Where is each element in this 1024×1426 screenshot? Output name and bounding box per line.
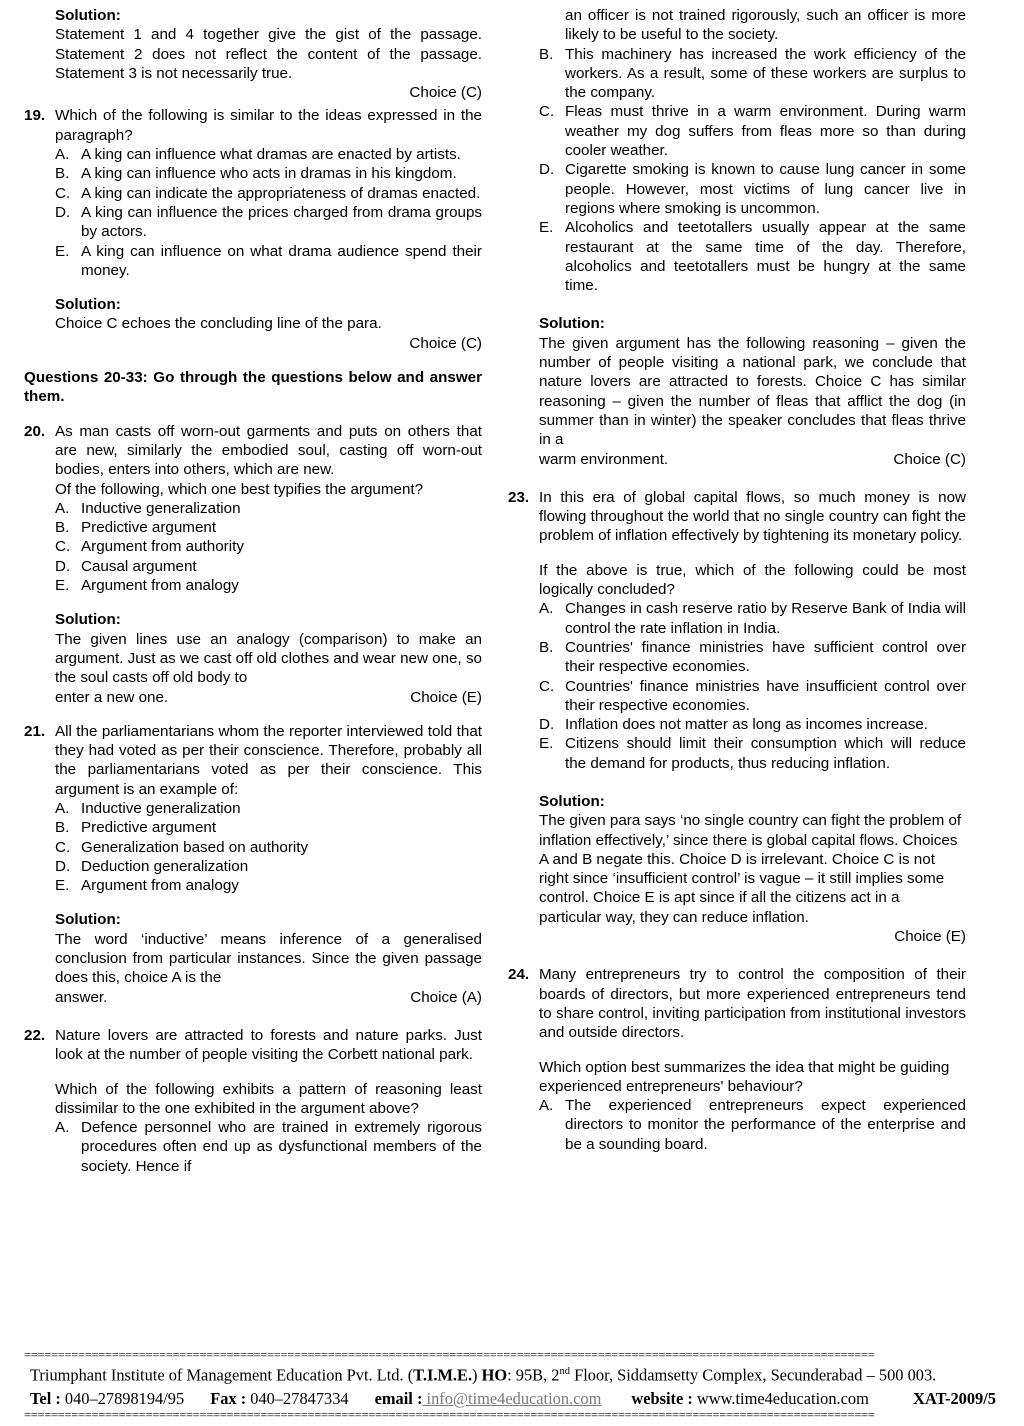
footer-rule-top: ============================================================================================================================== bbox=[24, 1350, 875, 1360]
question-stem: Which of the following is similar to the ideas expressed in the paragraph? bbox=[55, 107, 482, 144]
option-row[interactable] bbox=[55, 203, 482, 242]
option-row[interactable] bbox=[539, 638, 966, 677]
footer-website[interactable] bbox=[631, 1387, 868, 1411]
option-letter: A. bbox=[539, 1097, 554, 1115]
footer-contact-line bbox=[24, 1387, 1000, 1411]
choice-answer: Choice (C) bbox=[409, 334, 482, 352]
solution-heading: Solution: bbox=[55, 296, 121, 314]
option-row[interactable] bbox=[55, 557, 482, 576]
option-letter: D. bbox=[55, 557, 71, 575]
footer-ho-value: : 95B, 2 bbox=[507, 1365, 560, 1384]
option-row[interactable] bbox=[539, 1096, 966, 1154]
q18-solution-row bbox=[24, 6, 482, 102]
option-text: Deduction generalization bbox=[81, 857, 249, 875]
option-text: Causal argument bbox=[81, 557, 197, 575]
question-stem: In this era of global capital flows, so much money is now flowing throughout the world that no single country can fight the problem of inflation effectively by tightening its monetary policy. bbox=[539, 488, 966, 545]
option-letter: C. bbox=[55, 184, 71, 202]
option-text: Alcoholics and teetotallers usually appear at the same restaurant at the same time of the day. Therefore, alcoholics and teetotallers must be hungry at the same time. bbox=[565, 219, 966, 295]
question-number: 22. bbox=[24, 1026, 46, 1044]
solution-text: The given para says ‘no single country can fight the problem of inflation effectively,’ since there is global capital flows. Choices A and B negate this. Choice D is irrelevant. Choice C is not right since ‘insufficient control’ is vague – it still implies some control. Choice E is apt since if all the citizens act in a particular way, they can reduce inflation. bbox=[539, 812, 962, 926]
option-text: Inductive generalization bbox=[81, 799, 241, 817]
option-text: This machinery has increased the work efficiency of the workers. As a result, some of these workers are surplus to the company. bbox=[565, 45, 966, 102]
option-letter: A. bbox=[55, 799, 70, 817]
footer-tel-label bbox=[30, 1387, 184, 1411]
option-row[interactable] bbox=[539, 160, 966, 218]
question-stem: All the parliamentarians whom the reporter interviewed told that they had voted as per their conscience. Therefore, probably all the parliamentarians voted as per their conscience. This argument is an example of: bbox=[55, 722, 482, 798]
choice-answer: Choice (C) bbox=[893, 450, 966, 468]
solution-heading: Solution: bbox=[55, 911, 121, 929]
page-footer bbox=[24, 1351, 1000, 1420]
question-19 bbox=[24, 106, 482, 353]
right-column bbox=[508, 6, 966, 1154]
question-number: 20. bbox=[24, 422, 46, 440]
option-letter: E. bbox=[55, 242, 70, 260]
question-stem: Nature lovers are attracted to forests and nature parks. Just look at the number of people visiting the Corbett national park. bbox=[55, 1026, 482, 1064]
option-text: Countries' finance ministries have sufficient control over their respective economies. bbox=[565, 638, 966, 676]
option-row[interactable] bbox=[55, 576, 482, 595]
option-text: Cigarette smoking is known to cause lung cancer in some people. However, most victims of lung cancer live in regions where smoking is uncommon. bbox=[565, 161, 966, 217]
footer-ho-label: HO bbox=[481, 1365, 508, 1384]
option-text: Defence personnel who are trained in extremely rigorous procedures often end up as dysfunctional members of the society. Hence if bbox=[81, 1119, 482, 1175]
option-row[interactable] bbox=[55, 818, 482, 837]
option-row[interactable] bbox=[55, 799, 482, 818]
solution-heading: Solution: bbox=[55, 7, 121, 24]
solution-text-tail: enter a new one. bbox=[55, 688, 169, 706]
solution-last-line bbox=[55, 988, 482, 1007]
footer-ho-ordinal: nd bbox=[559, 1365, 570, 1377]
option-letter: C. bbox=[539, 103, 555, 121]
option-row[interactable] bbox=[55, 518, 482, 537]
choice-answer: Choice (C) bbox=[409, 84, 482, 102]
option-letter: E. bbox=[55, 577, 70, 595]
option-row[interactable] bbox=[55, 876, 482, 895]
footer-website-label-text: website : bbox=[631, 1389, 693, 1408]
solution-heading: Solution: bbox=[539, 315, 605, 333]
option-row[interactable] bbox=[55, 164, 482, 183]
option-letter: B. bbox=[55, 519, 70, 537]
footer-company-line bbox=[24, 1360, 1000, 1387]
two-column-body bbox=[24, 6, 1000, 1354]
option-letter: E. bbox=[539, 219, 554, 237]
option-row-continued[interactable] bbox=[539, 6, 966, 45]
question-23-body bbox=[539, 488, 966, 947]
option-text: Argument from analogy bbox=[81, 577, 239, 595]
option-letter: A. bbox=[55, 1119, 70, 1137]
option-text: A king can influence the prices charged from drama groups by actors. bbox=[81, 203, 482, 241]
footer-fax-label bbox=[210, 1387, 348, 1411]
option-letter: A. bbox=[55, 146, 70, 164]
option-letter: A. bbox=[539, 600, 554, 618]
question-22-cont-body bbox=[539, 6, 966, 469]
solution-text: Statement 1 and 4 together give the gist of the passage. Statement 2 does not reflect the content of the passage. Statement 3 is not necessarily true. bbox=[55, 26, 482, 82]
question-19-body bbox=[55, 106, 482, 353]
question-22 bbox=[24, 1026, 482, 1176]
option-text-continuation: an officer is not trained rigorously, such an officer is more likely to be useful to the society. bbox=[565, 7, 966, 44]
question-stem-secondary: Which option best summarizes the idea that might be guiding experienced entrepreneurs' behaviour? bbox=[539, 1058, 950, 1095]
question-22-continued bbox=[508, 6, 966, 469]
question-22-body bbox=[55, 1026, 482, 1176]
question-number: 21. bbox=[24, 722, 46, 740]
option-text: Inflation does not matter as long as incomes increase. bbox=[565, 716, 929, 734]
solution-text-tail: answer. bbox=[55, 988, 108, 1006]
question-stem-secondary: Which of the following exhibits a pattern of reasoning least dissimilar to the one exhibited in the argument above? bbox=[55, 1080, 482, 1117]
footer-brand: T.I.M.E. bbox=[413, 1365, 473, 1384]
option-letter: C. bbox=[55, 838, 71, 856]
option-row[interactable] bbox=[539, 218, 966, 295]
option-text: Argument from analogy bbox=[81, 877, 239, 895]
option-row[interactable] bbox=[55, 242, 482, 281]
option-text: A king can influence on what drama audience spend their money. bbox=[81, 242, 482, 279]
option-text: Changes in cash reserve ratio by Reserve Bank of India will control the rate inflation in India. bbox=[565, 600, 966, 637]
option-row[interactable] bbox=[539, 677, 966, 716]
option-row[interactable] bbox=[55, 184, 482, 203]
option-row[interactable] bbox=[55, 857, 482, 876]
question-stem-secondary: If the above is true, which of the following could be most logically concluded? bbox=[539, 561, 966, 599]
option-letter: B. bbox=[55, 165, 70, 183]
footer-ho-rest: Floor, Siddamsetty Complex, Secunderabad – 500 003. bbox=[569, 1365, 937, 1384]
choice-answer: Choice (E) bbox=[410, 688, 482, 706]
question-24-body bbox=[539, 965, 966, 1154]
option-row[interactable] bbox=[539, 715, 966, 734]
footer-rule-bottom: ============================================================================================================================== bbox=[24, 1411, 875, 1420]
question-21-body bbox=[55, 722, 482, 1007]
option-letter: A. bbox=[55, 499, 70, 517]
question-23 bbox=[508, 488, 966, 947]
footer-fax-label-text: Fax : bbox=[210, 1389, 247, 1408]
option-letter: C. bbox=[55, 538, 71, 556]
question-stem-secondary: Of the following, which one best typifies the argument? bbox=[55, 480, 424, 498]
solution-last-line bbox=[55, 688, 482, 707]
solution-text: The given argument has the following reasoning – given the number of people visiting a national park, we conclude that nature lovers are attracted to forests. Choice C has similar reasoning – given the number of fleas that afflict the dog (in summer than in winter) the speaker concludes that fleas thrive in a bbox=[539, 334, 966, 449]
option-text: Citizens should limit their consumption which will reduce the demand for products, thus reducing inflation. bbox=[565, 735, 966, 772]
question-stem: Many entrepreneurs try to control the composition of their boards of directors, but more experienced entrepreneurs tend to share control, inviting participation from institutional investors and outside directors. bbox=[539, 966, 966, 1042]
option-row[interactable] bbox=[539, 102, 966, 160]
footer-tel-value: 040–27898194/95 bbox=[60, 1389, 185, 1408]
solution-text: Choice C echoes the concluding line of the para. bbox=[55, 315, 382, 333]
option-text: Generalization based on authority bbox=[81, 838, 309, 856]
solution-text: The word ‘inductive’ means inference of a generalised conclusion from particular instances. Since the given passage does this, choice A is the bbox=[55, 930, 482, 987]
q18-solution-body bbox=[55, 6, 482, 102]
option-text: A king can indicate the appropriateness of dramas enacted. bbox=[81, 184, 481, 202]
choice-answer: Choice (E) bbox=[894, 928, 966, 946]
solution-heading: Solution: bbox=[55, 611, 121, 629]
option-letter: E. bbox=[55, 877, 70, 895]
option-row[interactable] bbox=[539, 45, 966, 103]
footer-company-name: Triumphant Institute of Management Education Pvt. Ltd. ( bbox=[30, 1365, 414, 1384]
option-row[interactable] bbox=[55, 1118, 482, 1176]
footer-website-value[interactable]: www.time4education.com bbox=[692, 1389, 869, 1408]
question-stem: As man casts off worn-out garments and puts on others that are new, similarly the embodied soul, casting off worn-out bodies, enters into others, which are new. bbox=[55, 422, 482, 479]
option-text: A king can influence what dramas are enacted by artists. bbox=[81, 146, 461, 164]
option-row[interactable] bbox=[539, 734, 966, 773]
question-number: 19. bbox=[24, 107, 46, 125]
option-text: Argument from authority bbox=[81, 538, 244, 556]
option-letter: D. bbox=[539, 161, 555, 179]
option-letter: D. bbox=[55, 203, 71, 221]
solution-heading: Solution: bbox=[539, 792, 605, 810]
option-letter: C. bbox=[539, 677, 555, 695]
option-letter: D. bbox=[55, 857, 71, 875]
option-row[interactable] bbox=[55, 145, 482, 164]
question-21 bbox=[24, 722, 482, 1007]
question-24 bbox=[508, 965, 966, 1154]
question-number: 23. bbox=[508, 488, 530, 506]
choice-answer: Choice (A) bbox=[410, 988, 482, 1006]
option-text: Fleas must thrive in a warm environment. During warm weather my dog suffers from fleas more so than during cooler weather. bbox=[565, 103, 966, 160]
solution-text: The given lines use an analogy (comparison) to make an argument. Just as we cast off old clothes and wear new one, so the soul casts off old body to bbox=[55, 630, 482, 687]
option-text: A king can influence who acts in dramas in his kingdom. bbox=[81, 165, 457, 183]
footer-email-label-text: email : bbox=[374, 1389, 423, 1408]
footer-company-after: ) bbox=[472, 1365, 482, 1384]
footer-email[interactable] bbox=[375, 1387, 602, 1411]
footer-fax-value: 040–27847334 bbox=[246, 1389, 349, 1408]
option-text: Countries' finance ministries have insufficient control over their respective economies. bbox=[565, 677, 966, 714]
section-header: Questions 20-33: Go through the questions below and answer them. bbox=[24, 369, 482, 406]
option-text: Inductive generalization bbox=[81, 499, 241, 517]
option-text: The experienced entrepreneurs expect experienced directors to monitor the performance of the enterprise and be a sounding board. bbox=[565, 1097, 966, 1153]
question-20 bbox=[24, 422, 482, 707]
q18-solution-block bbox=[24, 6, 482, 102]
option-letter: B. bbox=[55, 819, 70, 837]
option-letter: E. bbox=[539, 735, 554, 753]
option-text: Predictive argument bbox=[81, 519, 217, 537]
option-letter: D. bbox=[539, 716, 555, 734]
solution-last-line bbox=[539, 450, 966, 469]
option-row[interactable] bbox=[55, 499, 482, 518]
option-row[interactable] bbox=[55, 537, 482, 556]
option-letter: B. bbox=[539, 45, 554, 63]
question-20-body bbox=[55, 422, 482, 707]
option-letter: B. bbox=[539, 638, 554, 656]
solution-text-tail: warm environment. bbox=[539, 450, 669, 468]
option-row[interactable] bbox=[539, 599, 966, 638]
option-row[interactable] bbox=[55, 838, 482, 857]
footer-email-value[interactable]: info@time4education.com bbox=[422, 1389, 602, 1408]
left-column bbox=[24, 6, 482, 1176]
footer-page-code: XAT-2009/5 bbox=[913, 1389, 996, 1408]
question-number: 24. bbox=[508, 966, 530, 984]
footer-tel-label-text: Tel : bbox=[30, 1389, 61, 1408]
option-text: Predictive argument bbox=[81, 819, 217, 837]
